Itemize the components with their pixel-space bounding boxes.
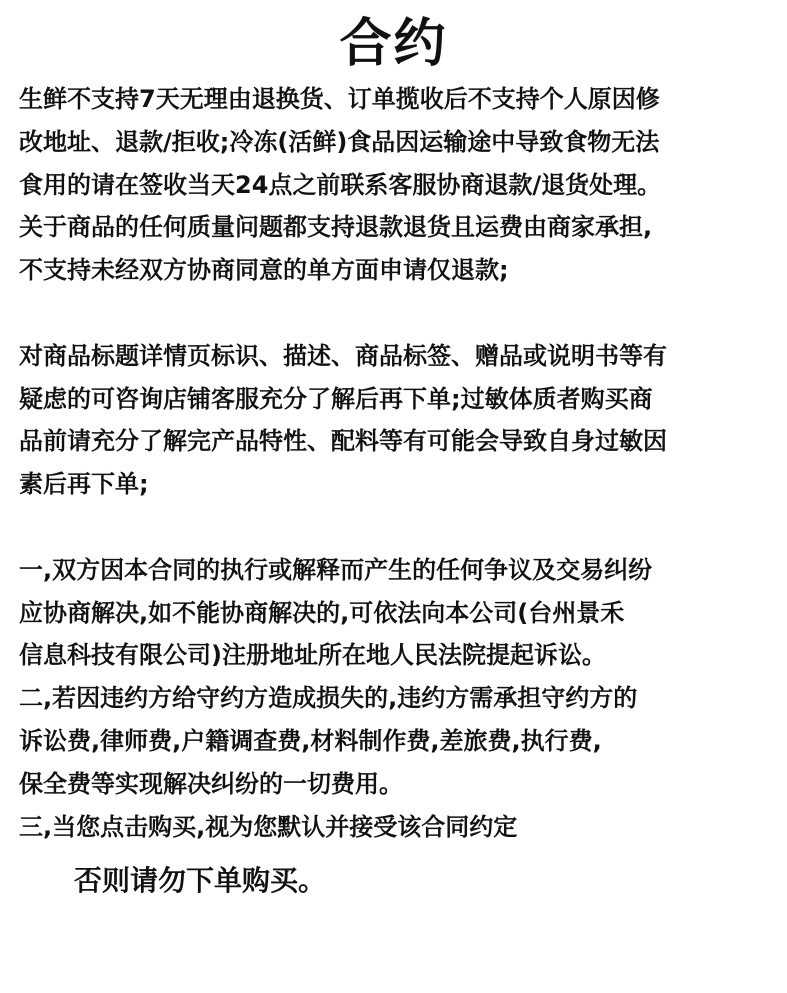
final-notice: 否则请勿下单购买。 — [74, 864, 327, 897]
text-line: 信息科技有限公司)注册地址所在地人民法院提起诉讼。 — [19, 641, 606, 670]
text-line: 不支持未经双方协商同意的单方面申请仅退款; — [19, 256, 509, 285]
text-line: 关于商品的任何质量问题都支持退款退货且运费由商家承担, — [19, 213, 653, 242]
text-line: 二,若因违约方给守约方造成损失的,违约方需承担守约方的 — [19, 684, 638, 713]
text-line: 三,当您点击购买,视为您默认并接受该合同约定 — [19, 812, 518, 841]
paragraph-gap — [19, 506, 779, 549]
text-line: 品前请充分了解完产品特性、配料等有可能会导致自身过敏因 — [19, 427, 667, 456]
text-line: 疑虑的可咨询店铺客服充分了解后再下单;过敏体质者购买商 — [19, 384, 653, 413]
paragraph-return-policy — [19, 78, 779, 292]
text-line: 生鲜不支持7天无理由退换货、订单揽收后不支持个人原因修 — [19, 85, 660, 113]
text-line: 对商品标题详情页标识、描述、商品标签、赠品或说明书等有 — [19, 341, 667, 370]
text-line: 素后再下单; — [19, 470, 149, 499]
text-line: 保全费等实现解决纠纷的一切费用。 — [19, 769, 403, 798]
page-title: 合约 — [339, 14, 448, 74]
text-line: 一,双方因本合同的执行或解释而产生的任何争议及交易纠纷 — [19, 555, 653, 584]
text-line: 应协商解决,如不能协商解决的,可依法向本公司(台州景禾 — [19, 598, 625, 627]
contract-body — [19, 78, 779, 848]
text-line: 食用的请在签收当天24点之前联系客服协商退款/退货处理。 — [19, 170, 662, 199]
paragraph-gap — [19, 292, 779, 335]
text-line: 改地址、退款/拒收;冷冻(活鲜)食品因运输途中导致食物无法 — [19, 127, 660, 156]
text-line: 诉讼费,律师费,户籍调查费,材料制作费,差旅费,执行费, — [19, 726, 602, 755]
paragraph-product-info — [19, 335, 779, 506]
paragraph-dispute-terms — [19, 549, 779, 849]
